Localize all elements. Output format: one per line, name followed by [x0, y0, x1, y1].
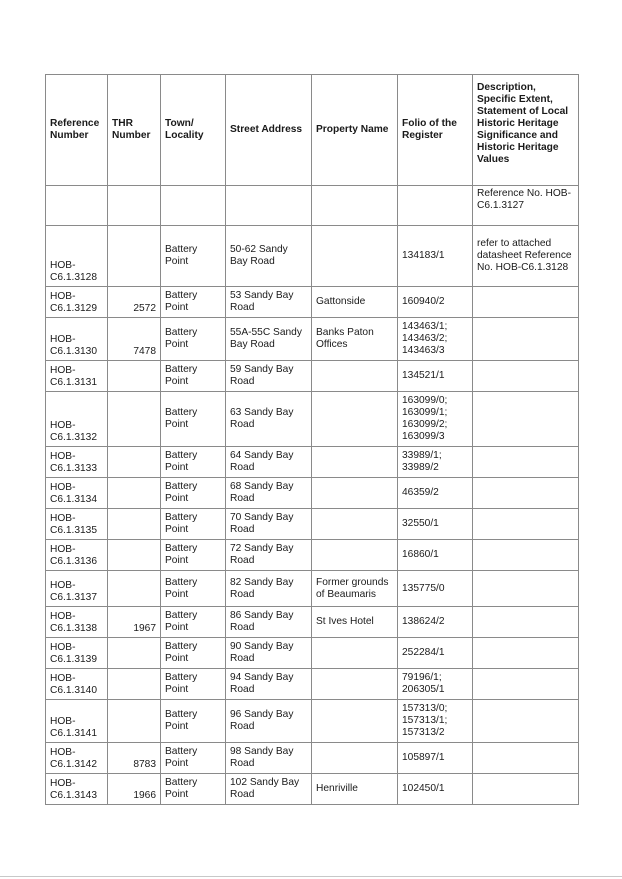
table-row — [46, 571, 579, 607]
reference-number-cell: HOB- C6.1.3129 — [46, 287, 108, 318]
description-cell — [473, 700, 579, 743]
thr-number-cell: 2572 — [108, 287, 161, 318]
table-row — [46, 478, 579, 509]
street-address-cell: 53 Sandy Bay Road — [226, 287, 312, 318]
table-row — [46, 287, 579, 318]
town-locality-cell: Battery Point — [161, 447, 226, 478]
folio-cell: 105897/1 — [398, 743, 473, 774]
table-row — [46, 774, 579, 805]
table-cell — [312, 186, 398, 226]
thr-number-cell — [108, 478, 161, 509]
description-cell — [473, 392, 579, 447]
property-name-cell — [312, 540, 398, 571]
property-name-cell — [312, 447, 398, 478]
property-name-cell — [312, 509, 398, 540]
header-property-name: Property Name — [312, 75, 398, 186]
description-cell — [473, 509, 579, 540]
folio-cell: 79196/1; 206305/1 — [398, 669, 473, 700]
table-header-row — [46, 75, 579, 186]
town-locality-cell: Battery Point — [161, 478, 226, 509]
reference-number-cell: HOB- C6.1.3136 — [46, 540, 108, 571]
folio-cell: 163099/0; 163099/1; 163099/2; 163099/3 — [398, 392, 473, 447]
folio-cell: 16860/1 — [398, 540, 473, 571]
property-name-cell: Henriville — [312, 774, 398, 805]
header-reference-number: Reference Number — [46, 75, 108, 186]
property-name-cell — [312, 361, 398, 392]
thr-number-cell — [108, 226, 161, 287]
property-name-cell — [312, 743, 398, 774]
table-cell — [398, 186, 473, 226]
description-cell — [473, 478, 579, 509]
folio-cell: 134183/1 — [398, 226, 473, 287]
table-row — [46, 743, 579, 774]
street-address-cell: 98 Sandy Bay Road — [226, 743, 312, 774]
street-address-cell: 94 Sandy Bay Road — [226, 669, 312, 700]
table-row — [46, 669, 579, 700]
header-street-address: Street Address — [226, 75, 312, 186]
description-cell — [473, 571, 579, 607]
description-cell — [473, 361, 579, 392]
reference-number-cell: HOB- C6.1.3141 — [46, 700, 108, 743]
town-locality-cell: Battery Point — [161, 607, 226, 638]
reference-number-cell: HOB- C6.1.3135 — [46, 509, 108, 540]
header-description: Description, Specific Extent, Statement of Local Historic Heritage Significance and Historic Heritage Values — [473, 75, 579, 186]
street-address-cell: 50-62 Sandy Bay Road — [226, 226, 312, 287]
table-row — [46, 226, 579, 287]
reference-number-cell: HOB- C6.1.3137 — [46, 571, 108, 607]
reference-number-cell: HOB- C6.1.3134 — [46, 478, 108, 509]
table-row — [46, 447, 579, 478]
property-name-cell — [312, 638, 398, 669]
street-address-cell: 72 Sandy Bay Road — [226, 540, 312, 571]
folio-cell: 157313/0; 157313/1; 157313/2 — [398, 700, 473, 743]
folio-cell: 252284/1 — [398, 638, 473, 669]
property-name-cell: Gattonside — [312, 287, 398, 318]
table-row — [46, 700, 579, 743]
folio-cell: 33989/1; 33989/2 — [398, 447, 473, 478]
property-name-cell: Banks Paton Offices — [312, 318, 398, 361]
street-address-cell: 63 Sandy Bay Road — [226, 392, 312, 447]
table-row — [46, 509, 579, 540]
thr-number-cell — [108, 700, 161, 743]
folio-cell: 102450/1 — [398, 774, 473, 805]
description-cell — [473, 743, 579, 774]
town-locality-cell: Battery Point — [161, 392, 226, 447]
description-cell — [473, 774, 579, 805]
header-folio: Folio of the Register — [398, 75, 473, 186]
street-address-cell: 102 Sandy Bay Road — [226, 774, 312, 805]
reference-number-cell: HOB- C6.1.3138 — [46, 607, 108, 638]
reference-number-cell: HOB- C6.1.3143 — [46, 774, 108, 805]
folio-cell: 46359/2 — [398, 478, 473, 509]
table-cell — [46, 186, 108, 226]
page-bottom-edge — [0, 876, 622, 877]
thr-number-cell: 7478 — [108, 318, 161, 361]
town-locality-cell: Battery Point — [161, 540, 226, 571]
thr-number-cell — [108, 540, 161, 571]
thr-number-cell: 1967 — [108, 607, 161, 638]
town-locality-cell: Battery Point — [161, 669, 226, 700]
table-row — [46, 607, 579, 638]
town-locality-cell: Battery Point — [161, 743, 226, 774]
property-name-cell — [312, 226, 398, 287]
description-cell — [473, 607, 579, 638]
town-locality-cell: Battery Point — [161, 638, 226, 669]
table-row — [46, 392, 579, 447]
reference-number-cell: HOB- C6.1.3132 — [46, 392, 108, 447]
folio-cell: 138624/2 — [398, 607, 473, 638]
header-thr-number: THR Number — [108, 75, 161, 186]
header-town-locality: Town/ Locality — [161, 75, 226, 186]
property-name-cell — [312, 478, 398, 509]
thr-number-cell: 8783 — [108, 743, 161, 774]
reference-number-cell: HOB- C6.1.3142 — [46, 743, 108, 774]
thr-number-cell — [108, 447, 161, 478]
table-cell — [226, 186, 312, 226]
thr-number-cell: 1966 — [108, 774, 161, 805]
folio-cell: 143463/1; 143463/2; 143463/3 — [398, 318, 473, 361]
folio-cell: 135775/0 — [398, 571, 473, 607]
thr-number-cell — [108, 392, 161, 447]
thr-number-cell — [108, 571, 161, 607]
table-row — [46, 638, 579, 669]
street-address-cell: 59 Sandy Bay Road — [226, 361, 312, 392]
continuation-row — [46, 186, 579, 226]
folio-cell: 32550/1 — [398, 509, 473, 540]
town-locality-cell: Battery Point — [161, 571, 226, 607]
town-locality-cell: Battery Point — [161, 287, 226, 318]
property-name-cell: Former grounds of Beaumaris — [312, 571, 398, 607]
reference-number-cell: HOB- C6.1.3139 — [46, 638, 108, 669]
property-name-cell — [312, 392, 398, 447]
reference-number-cell: HOB- C6.1.3130 — [46, 318, 108, 361]
table-row — [46, 540, 579, 571]
street-address-cell: 86 Sandy Bay Road — [226, 607, 312, 638]
table-row — [46, 318, 579, 361]
description-cell — [473, 447, 579, 478]
thr-number-cell — [108, 509, 161, 540]
description-cell — [473, 669, 579, 700]
heritage-register-table — [45, 74, 579, 805]
table-cell — [161, 186, 226, 226]
town-locality-cell: Battery Point — [161, 509, 226, 540]
street-address-cell: 82 Sandy Bay Road — [226, 571, 312, 607]
continuation-description: Reference No. HOB-C6.1.3127 — [473, 186, 579, 226]
property-name-cell — [312, 700, 398, 743]
description-cell — [473, 287, 579, 318]
town-locality-cell: Battery Point — [161, 361, 226, 392]
table-row — [46, 361, 579, 392]
folio-cell: 134521/1 — [398, 361, 473, 392]
town-locality-cell: Battery Point — [161, 226, 226, 287]
property-name-cell — [312, 669, 398, 700]
reference-number-cell: HOB- C6.1.3131 — [46, 361, 108, 392]
street-address-cell: 90 Sandy Bay Road — [226, 638, 312, 669]
reference-number-cell: HOB- C6.1.3128 — [46, 226, 108, 287]
street-address-cell: 70 Sandy Bay Road — [226, 509, 312, 540]
reference-number-cell: HOB- C6.1.3140 — [46, 669, 108, 700]
town-locality-cell: Battery Point — [161, 318, 226, 361]
street-address-cell: 64 Sandy Bay Road — [226, 447, 312, 478]
thr-number-cell — [108, 669, 161, 700]
thr-number-cell — [108, 638, 161, 669]
reference-number-cell: HOB- C6.1.3133 — [46, 447, 108, 478]
description-cell: refer to attached datasheet Reference No. HOB-C6.1.3128 — [473, 226, 579, 287]
town-locality-cell: Battery Point — [161, 700, 226, 743]
folio-cell: 160940/2 — [398, 287, 473, 318]
description-cell — [473, 540, 579, 571]
town-locality-cell: Battery Point — [161, 774, 226, 805]
street-address-cell: 55A-55C Sandy Bay Road — [226, 318, 312, 361]
description-cell — [473, 638, 579, 669]
table-cell — [108, 186, 161, 226]
street-address-cell: 96 Sandy Bay Road — [226, 700, 312, 743]
description-cell — [473, 318, 579, 361]
thr-number-cell — [108, 361, 161, 392]
street-address-cell: 68 Sandy Bay Road — [226, 478, 312, 509]
property-name-cell: St Ives Hotel — [312, 607, 398, 638]
